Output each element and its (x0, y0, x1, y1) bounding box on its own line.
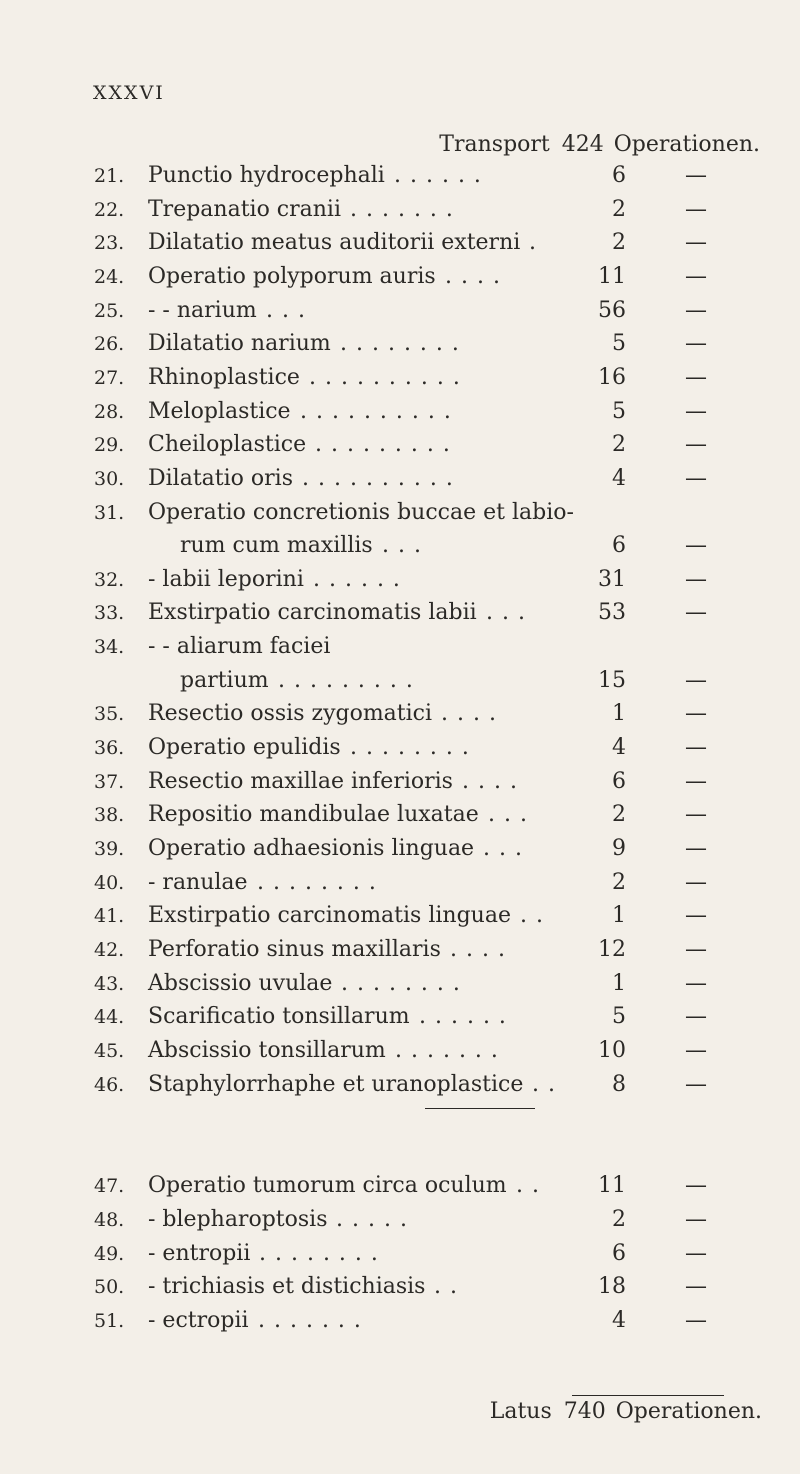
entry-dash: — (685, 1241, 707, 1266)
latus-unit: Operationen. (615, 1399, 762, 1424)
entry-number: 24. (94, 266, 125, 288)
entry-count: 1 (612, 971, 626, 996)
entry-leader-dots: . . . . . . . . (257, 870, 377, 895)
entry-label: - - aliarum faciei (148, 634, 331, 659)
section-divider (425, 1108, 535, 1109)
entry-count: 5 (612, 399, 626, 424)
entry-leader-dots: . . . (266, 298, 306, 323)
entry-leader-dots: . . . . . . . . (340, 331, 460, 356)
entry-leader-dots: . . . . . . (419, 1004, 507, 1029)
entry-leader-dots: . . (434, 1274, 458, 1299)
entry-leader-dots: . . . . . . (394, 163, 482, 188)
entry-label: Cheiloplastice (148, 432, 307, 457)
entry-number: 31. (94, 502, 125, 524)
entry-label: Operatio polyporum auris (148, 264, 436, 289)
entry-label: - blepharoptosis (148, 1207, 328, 1232)
entry-leader-dots: . . . . (450, 937, 506, 962)
entry-label: Rhinoplastice (148, 365, 300, 390)
list-item (0, 1034, 800, 1068)
entry-number: 33. (94, 602, 125, 624)
entry-leader-dots: . . (532, 1072, 556, 1097)
entry-number: 30. (94, 468, 125, 490)
list-item (0, 395, 800, 429)
entry-number: 44. (94, 1006, 125, 1028)
entry-leader-dots: . (529, 230, 537, 255)
entry-count: 6 (612, 533, 626, 558)
entry-dash: — (685, 1207, 707, 1232)
entry-label: Meloplastice (148, 399, 291, 424)
latus-count: 740 (563, 1399, 606, 1424)
list-item (0, 765, 800, 799)
entry-number: 36. (94, 737, 125, 759)
entry-number: 50. (94, 1276, 125, 1298)
entry-leader-dots: . . . . . . . . . . (309, 365, 461, 390)
entry-number: 26. (94, 333, 125, 355)
entry-count: 11 (598, 1173, 626, 1198)
entry-count: 2 (612, 197, 626, 222)
entry-count: 56 (598, 298, 626, 323)
entry-label: Dilatatio meatus auditorii externi (148, 230, 521, 255)
list-item (0, 193, 800, 227)
entry-label: Operatio adhaesionis linguae (148, 836, 475, 861)
entry-leader-dots: . . . . . . . . (350, 735, 470, 760)
entry-label: Punctio hydrocephali (148, 163, 385, 188)
entry-label: Dilatatio oris (148, 466, 293, 491)
entry-leader-dots: . . (520, 903, 544, 928)
entry-label: - ectropii (148, 1308, 249, 1333)
entry-count: 4 (612, 1308, 626, 1333)
entry-leader-dots: . . . (488, 802, 528, 827)
entry-number: 42. (94, 939, 125, 961)
page-number: XXXVI (93, 82, 165, 104)
list-item (0, 260, 800, 294)
total-rule (572, 1395, 724, 1396)
entry-label: Dilatatio narium (148, 331, 331, 356)
entry-label: Exstirpatio carcinomatis labii (148, 600, 477, 625)
entry-dash: — (685, 298, 707, 323)
entry-number: 43. (94, 973, 125, 995)
list-item (0, 226, 800, 260)
list-item (0, 697, 800, 731)
list-item (0, 832, 800, 866)
entry-count: 4 (612, 735, 626, 760)
entry-count: 2 (612, 230, 626, 255)
entry-label: partium (180, 668, 269, 693)
entry-label: - - narium (148, 298, 257, 323)
entry-leader-dots: . . . . . . . . . . (300, 399, 452, 424)
entry-leader-dots: . . . . . (336, 1207, 408, 1232)
list-item (0, 1304, 800, 1338)
entry-count: 6 (612, 1241, 626, 1266)
list-item (0, 731, 800, 765)
entry-label: Abscissio tonsillarum (148, 1038, 386, 1063)
entry-label: Exstirpatio carcinomatis linguae (148, 903, 511, 928)
entry-leader-dots: . . . . . . (313, 567, 401, 592)
entry-count: 18 (598, 1274, 626, 1299)
entry-label: Resectio maxillae inferioris (148, 769, 453, 794)
entry-leader-dots: . . . . . . . . (259, 1241, 379, 1266)
entry-leader-dots: . . . . . . . . . (315, 432, 451, 457)
entry-dash: — (685, 735, 707, 760)
entry-leader-dots: . . . . . . . . (341, 971, 461, 996)
entry-number: 34. (94, 636, 125, 658)
entry-number: 28. (94, 401, 125, 423)
list-item (0, 967, 800, 1001)
entry-number: 27. (94, 367, 125, 389)
entry-number: 38. (94, 804, 125, 826)
list-item (0, 496, 800, 530)
list-item (0, 563, 800, 597)
list-item (0, 933, 800, 967)
entry-count: 6 (612, 163, 626, 188)
entry-number: 25. (94, 300, 125, 322)
entry-leader-dots: . . . . . . . (395, 1038, 499, 1063)
entry-dash: — (685, 1274, 707, 1299)
entry-count: 2 (612, 1207, 626, 1232)
entry-number: 32. (94, 569, 125, 591)
entry-label: Abscissio uvulae (148, 971, 333, 996)
entry-leader-dots: . . . (382, 533, 422, 558)
entry-dash: — (685, 163, 707, 188)
entry-dash: — (685, 399, 707, 424)
list-item (0, 159, 800, 193)
list-item (0, 1000, 800, 1034)
entry-leader-dots: . . . . . . . . . . (302, 466, 454, 491)
list-item (0, 294, 800, 328)
entry-dash: — (685, 466, 707, 491)
list-item (0, 327, 800, 361)
entry-count: 2 (612, 802, 626, 827)
entry-count: 4 (612, 466, 626, 491)
entry-dash: — (685, 1308, 707, 1333)
entry-dash: — (685, 769, 707, 794)
entry-count: 2 (612, 870, 626, 895)
entry-label: Repositio mandibulae luxatae (148, 802, 479, 827)
entry-dash: — (685, 264, 707, 289)
entry-dash: — (685, 365, 707, 390)
entry-dash: — (685, 836, 707, 861)
entry-number: 48. (94, 1209, 125, 1231)
entry-count: 16 (598, 365, 626, 390)
transport-count: 424 (561, 132, 604, 157)
entry-label: - trichiasis et distichiasis (148, 1274, 426, 1299)
entry-dash: — (685, 1173, 707, 1198)
entry-leader-dots: . . . (486, 600, 526, 625)
entry-dash: — (685, 197, 707, 222)
entry-leader-dots: . . . . . . . (258, 1308, 362, 1333)
list-item (0, 866, 800, 900)
entry-dash: — (685, 701, 707, 726)
entry-label: Scarificatio tonsillarum (148, 1004, 410, 1029)
list-item (0, 1237, 800, 1271)
entry-dash: — (685, 533, 707, 558)
entry-count: 31 (598, 567, 626, 592)
entry-number: 37. (94, 771, 125, 793)
entry-number: 46. (94, 1074, 125, 1096)
entry-dash: — (685, 600, 707, 625)
entry-dash: — (685, 1004, 707, 1029)
entry-dash: — (685, 937, 707, 962)
list-item (0, 462, 800, 496)
entry-count: 15 (598, 668, 626, 693)
entry-leader-dots: . . . . . . . . . (278, 668, 414, 693)
entry-dash: — (685, 668, 707, 693)
entry-label: Perforatio sinus maxillaris (148, 937, 441, 962)
entry-count: 12 (598, 937, 626, 962)
entry-number: 47. (94, 1175, 125, 1197)
list-item (0, 899, 800, 933)
transport-label: Transport (439, 132, 550, 157)
entry-number: 29. (94, 434, 125, 456)
entry-label: - ranulae (148, 870, 248, 895)
entry-leader-dots: . . . . (445, 264, 501, 289)
latus-label: Latus (489, 1399, 552, 1424)
entry-label: Trepanatio cranii (148, 197, 342, 222)
entry-dash: — (685, 331, 707, 356)
entry-label: rum cum maxillis (180, 533, 373, 558)
entry-label: Operatio epulidis (148, 735, 341, 760)
entry-leader-dots: . . . . (462, 769, 518, 794)
entry-leader-dots: . . . . . . . (350, 197, 454, 222)
entry-count: 8 (612, 1072, 626, 1097)
entry-number: 41. (94, 905, 125, 927)
entry-count: 5 (612, 1004, 626, 1029)
entry-number: 21. (94, 165, 125, 187)
entry-count: 6 (612, 769, 626, 794)
entry-count: 11 (598, 264, 626, 289)
entry-dash: — (685, 567, 707, 592)
entry-dash: — (685, 1072, 707, 1097)
entry-count: 9 (612, 836, 626, 861)
entry-leader-dots: . . . . (441, 701, 497, 726)
entry-leader-dots: . . . (483, 836, 523, 861)
list-item (0, 798, 800, 832)
entry-label: - entropii (148, 1241, 251, 1266)
transport-unit: Operationen. (613, 132, 760, 157)
entry-number: 45. (94, 1040, 125, 1062)
list-item (0, 1270, 800, 1304)
list-item (0, 630, 800, 664)
entry-count: 1 (612, 903, 626, 928)
entry-number: 23. (94, 232, 125, 254)
entry-leader-dots: . . (516, 1173, 540, 1198)
entry-number: 51. (94, 1310, 125, 1332)
entry-dash: — (685, 971, 707, 996)
entry-label: Resectio ossis zygomatici (148, 701, 433, 726)
entry-dash: — (685, 230, 707, 255)
entry-count: 2 (612, 432, 626, 457)
list-item (0, 1203, 800, 1237)
entry-number: 49. (94, 1243, 125, 1265)
list-item (0, 529, 800, 563)
list-item (0, 361, 800, 395)
entry-count: 10 (598, 1038, 626, 1063)
transport-line (0, 132, 760, 157)
entry-count: 1 (612, 701, 626, 726)
entry-label: Operatio concretionis buccae et labio- (148, 500, 574, 525)
entry-number: 40. (94, 872, 125, 894)
entry-label: - labii leporini (148, 567, 304, 592)
latus-line (0, 1399, 762, 1424)
list-item (0, 1169, 800, 1203)
list-item (0, 664, 800, 698)
entry-label: Staphylorrhaphe et uranoplastice (148, 1072, 524, 1097)
list-item (0, 428, 800, 462)
entry-count: 5 (612, 331, 626, 356)
list-item (0, 596, 800, 630)
entry-dash: — (685, 903, 707, 928)
entry-number: 39. (94, 838, 125, 860)
entry-dash: — (685, 432, 707, 457)
entry-label: Operatio tumorum circa oculum (148, 1173, 507, 1198)
entry-number: 35. (94, 703, 125, 725)
entry-dash: — (685, 1038, 707, 1063)
entry-dash: — (685, 870, 707, 895)
list-item (0, 1068, 800, 1102)
entry-count: 53 (598, 600, 626, 625)
entry-number: 22. (94, 199, 125, 221)
entry-dash: — (685, 802, 707, 827)
